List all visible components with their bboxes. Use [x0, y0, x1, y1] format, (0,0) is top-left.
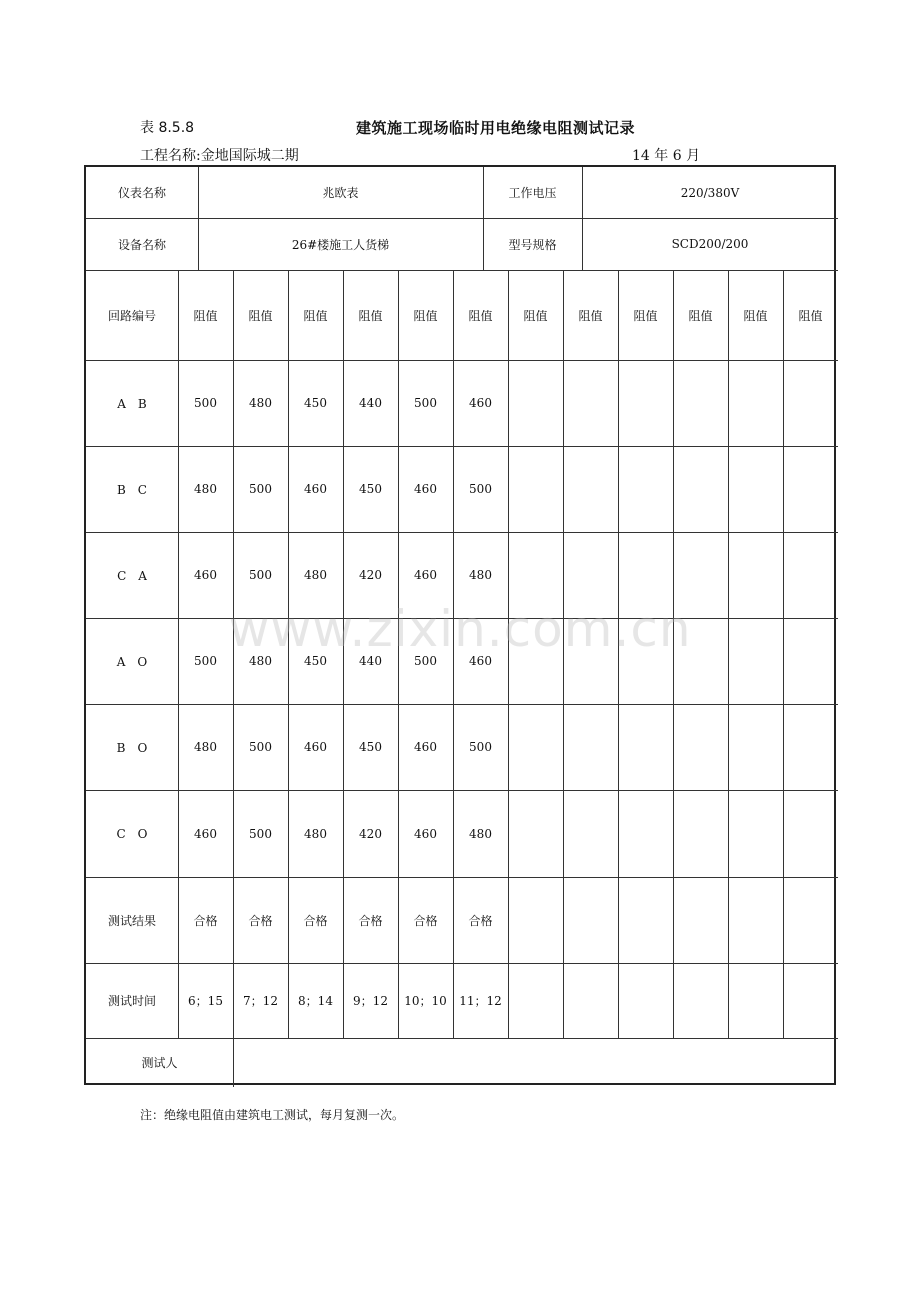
circuit-id: A O — [116, 654, 148, 669]
resistance-value: 450 — [304, 654, 327, 668]
time-value: 9；12 — [353, 994, 388, 1008]
circuit-id: B O — [116, 740, 148, 755]
resistance-column-header: 阻值 — [798, 308, 823, 323]
resistance-value: 460 — [194, 568, 217, 582]
equipment-label: 设备名称 — [117, 237, 166, 252]
resistance-value: 420 — [359, 568, 382, 582]
record-date: 14 年 6 月 — [632, 148, 701, 164]
resistance-column-header: 阻值 — [358, 308, 383, 323]
resistance-column-header: 阻值 — [303, 308, 328, 323]
resistance-value: 480 — [194, 482, 217, 496]
resistance-value: 500 — [249, 740, 272, 754]
resistance-value: 460 — [414, 740, 437, 754]
table-vline — [508, 270, 509, 1038]
result-value: 合格 — [193, 913, 218, 928]
record-table — [84, 165, 836, 1085]
resistance-value: 500 — [249, 568, 272, 582]
resistance-value: 480 — [194, 740, 217, 754]
table-vline — [728, 270, 729, 1038]
time-value: 7；12 — [243, 994, 278, 1008]
resistance-value: 450 — [304, 396, 327, 410]
resistance-value: 440 — [359, 654, 382, 668]
result-value: 合格 — [413, 913, 438, 928]
resistance-value: 500 — [194, 396, 217, 410]
tester-label: 测试人 — [141, 1056, 178, 1070]
resistance-value: 480 — [469, 826, 492, 841]
resistance-column-header: 阻值 — [578, 308, 603, 323]
resistance-column-header: 阻值 — [523, 308, 548, 323]
resistance-value: 460 — [469, 396, 492, 410]
circuit-id: A B — [117, 396, 147, 411]
model-label: 型号规格 — [508, 237, 557, 252]
document-title: 建筑施工现场临时用电绝缘电阻测试记录 — [356, 119, 636, 137]
circuit-id: C A — [117, 568, 147, 583]
resistance-value: 460 — [194, 826, 217, 841]
table-vline — [563, 270, 564, 1038]
resistance-column-header: 阻值 — [743, 308, 768, 323]
resistance-column-header: 阻值 — [468, 308, 493, 323]
time-value: 11；12 — [459, 994, 502, 1008]
resistance-value: 450 — [359, 740, 382, 754]
resistance-column-header: 阻值 — [413, 308, 438, 323]
project-name: 工程名称:金地国际城二期 — [140, 148, 299, 164]
result-value: 合格 — [248, 913, 273, 928]
circuit-label: 回路编号 — [107, 308, 156, 323]
resistance-value: 460 — [414, 826, 437, 841]
resistance-value: 480 — [304, 568, 327, 582]
resistance-column-header: 阻值 — [688, 308, 713, 323]
time-value: 10；10 — [404, 994, 447, 1008]
result-value: 合格 — [358, 913, 383, 928]
resistance-column-header: 阻值 — [633, 308, 658, 323]
resistance-value: 450 — [359, 482, 382, 496]
model-value: SCD200/200 — [671, 237, 749, 251]
resistance-column-header: 阻值 — [193, 308, 218, 323]
resistance-value: 460 — [469, 654, 492, 668]
resistance-column-header: 阻值 — [248, 308, 273, 323]
resistance-value: 500 — [249, 482, 272, 496]
result-label: 测试结果 — [107, 913, 156, 928]
resistance-value: 500 — [414, 654, 437, 668]
time-value: 6；15 — [188, 994, 223, 1008]
result-value: 合格 — [468, 913, 493, 928]
resistance-value: 500 — [414, 396, 437, 410]
circuit-id: B C — [116, 482, 147, 497]
resistance-value: 460 — [304, 482, 327, 496]
resistance-value: 480 — [249, 654, 272, 668]
voltage-label: 工作电压 — [508, 186, 557, 200]
time-label: 测试时间 — [107, 994, 156, 1008]
result-value: 合格 — [303, 913, 328, 928]
voltage-value: 220/380V — [680, 185, 740, 200]
table-vline — [783, 270, 784, 1038]
resistance-value: 480 — [249, 396, 272, 410]
resistance-value: 500 — [469, 482, 492, 496]
resistance-value: 480 — [469, 568, 492, 582]
resistance-value: 460 — [414, 568, 437, 582]
watermark: www.zixin.com.cn — [228, 600, 692, 658]
resistance-value: 440 — [359, 396, 382, 410]
resistance-value: 460 — [304, 740, 327, 754]
resistance-value: 500 — [194, 654, 217, 668]
footnote: 注：绝缘电阻值由建筑电工测试，每月复测一次。 — [140, 1108, 405, 1122]
resistance-value: 500 — [469, 740, 492, 754]
time-value: 8；14 — [298, 994, 333, 1008]
circuit-id: C O — [116, 827, 148, 841]
table-vline — [618, 270, 619, 1038]
resistance-value: 500 — [249, 826, 272, 841]
resistance-value: 460 — [414, 482, 437, 496]
tester-value — [233, 1038, 838, 1087]
instrument-label: 仪表名称 — [117, 186, 166, 200]
resistance-value: 420 — [359, 826, 382, 841]
table-number: 表 8.5.8 — [140, 120, 195, 136]
instrument-value: 兆欧表 — [322, 186, 359, 200]
table-vline — [673, 270, 674, 1038]
equipment-value: 26#楼施工人货梯 — [291, 237, 390, 252]
resistance-value: 480 — [304, 826, 327, 841]
